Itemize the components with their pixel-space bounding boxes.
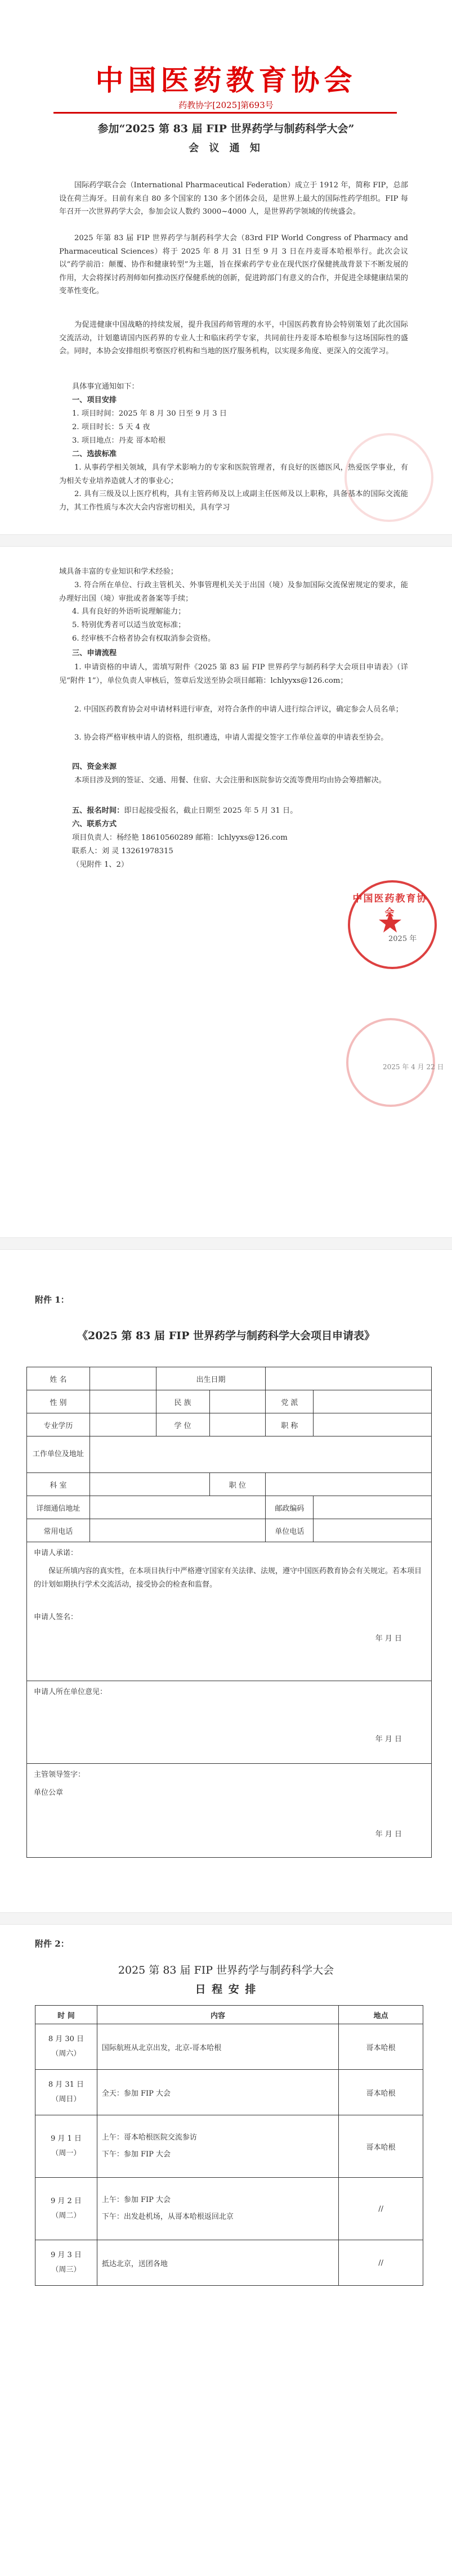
form-row (27, 1764, 432, 1858)
field-name[interactable] (89, 1367, 156, 1390)
s1-item-1: 1. 项目时间：2025 年 8 月 30 日至 9 月 3 日 (72, 409, 227, 418)
s1-item-2: 2. 项目时长：5 天 4 夜 (72, 423, 150, 431)
schedule-content: 上午：参加 FIP 大会 (101, 2196, 171, 2204)
schedule-date: 9 月 1 日 (50, 2134, 82, 2143)
schedule-date: 9 月 3 日 (50, 2251, 82, 2259)
field-unit-phone[interactable] (314, 1519, 432, 1542)
schedule-title: 2025 第 83 届 FIP 世界药学与制药科学大会 (118, 1964, 334, 1976)
pledge-title: 申请人承诺： (34, 1549, 78, 1557)
schedule-place: 哥本哈根 (339, 2115, 423, 2178)
schedule-content: 国际航班从北京出发，北京-哥本哈根 (97, 2024, 338, 2070)
schedule-content: 抵达北京，送团各地 (97, 2240, 338, 2286)
unit-seal-label: 单位公章 (34, 1789, 64, 1797)
schedule-row (35, 2070, 423, 2115)
attachment-1-title: 《2025 第 83 届 FIP 世界药学与制药科学大会项目申请表》 (77, 1330, 375, 1342)
unit-opinion-date: 年 月 日 (375, 1735, 402, 1744)
field-department[interactable] (89, 1473, 209, 1496)
label-post: 职 位 (209, 1473, 266, 1496)
label-gender: 性 别 (27, 1390, 90, 1413)
attachment-1-label: 附件 1： (35, 1295, 69, 1305)
label-department: 科 室 (27, 1473, 90, 1496)
intro-paragraph-1: 国际药学联合会（International Pharmaceutical Federation）成立于 1912 年，简称 FIP，总部设在荷兰海牙。目前有来自 80 多个国家的 130 多个团体会员，是世界上最大的国际性药学组织。FIP 每年召开一次世界药学大会，参加会议人数约 3000~4000 人，是世界药学领域的传统盛会。 (59, 181, 408, 216)
schedule-date-cell (35, 2070, 97, 2115)
schedule-place: // (339, 2178, 423, 2240)
s2-item-4: 4. 具有良好的外语听说理解能力； (72, 607, 186, 616)
s3-item-1: 1. 申请资格的申请人，需填写附件《2025 第 83 届 FIP 世界药学与制药科学大会项目申请表》（详见“附件 1”），单位负责人审核后，签章后发送至协会项目邮箱：lchlyyxs@126.com； (59, 663, 408, 685)
label-party: 党 派 (266, 1390, 314, 1413)
schedule-place: // (339, 2240, 423, 2286)
field-birth-date[interactable] (266, 1367, 432, 1390)
schedule-date-cell (35, 2240, 97, 2286)
header-time: 时 间 (35, 2006, 97, 2024)
section-3-title: 三、申请流程 (72, 649, 117, 657)
label-birth-date: 出生日期 (156, 1367, 266, 1390)
form-row (27, 1390, 432, 1413)
page-break (0, 534, 452, 547)
schedule-table (35, 2005, 423, 2286)
schedule-subtitle: 日 程 安 排 (195, 1983, 257, 1996)
schedule-weekday: （周二） (51, 2212, 81, 2220)
label-employer: 工作单位及地址 (27, 1436, 90, 1473)
label-name: 姓 名 (27, 1367, 90, 1390)
label-ethnicity: 民 族 (156, 1390, 209, 1413)
schedule-weekday: （周一） (51, 2149, 81, 2158)
schedule-weekday: （周六） (51, 2050, 81, 2058)
s2-item-1: 1. 从事药学相关领域，具有学术影响力的专家和医院管理者，有良好的医德医风，热爱医学事业，有为相关专业培养造就人才的事业心； (59, 463, 408, 485)
schedule-content-cell (97, 2115, 338, 2178)
section-5 (72, 804, 410, 818)
s3-item-2: 2. 中国医药教育协会对申请材料进行审查，对符合条件的申请人进行综合评议，确定参会人员名单； (74, 705, 403, 714)
schedule-place: 哥本哈根 (339, 2070, 423, 2115)
signature-date-partial: 2025 年 (388, 935, 417, 943)
form-row (27, 1542, 432, 1681)
application-form-table (26, 1367, 432, 1858)
attachment-2-label: 附件 2： (35, 1939, 69, 1949)
schedule-header-row (35, 2006, 423, 2024)
header-red-rule (53, 112, 397, 114)
section-1-title: 一、项目安排 (72, 396, 117, 404)
s2-item-6: 6. 经审核不合格者协会有权取消参会资格。 (72, 634, 216, 643)
field-education[interactable] (89, 1413, 156, 1436)
label-postcode: 邮政编码 (266, 1496, 314, 1519)
authority-cell[interactable] (27, 1764, 432, 1858)
label-unit-phone: 单位电话 (266, 1519, 314, 1542)
section-4-title: 四、资金来源 (72, 763, 117, 771)
schedule-row (35, 2115, 423, 2178)
field-address[interactable] (89, 1496, 266, 1519)
field-postcode[interactable] (314, 1496, 432, 1519)
form-row (27, 1413, 432, 1436)
section-2-title: 二、选拔标准 (72, 450, 117, 458)
s5-body: 即日起接受报名，截止日期至 2025 年 5 月 31 日。 (124, 807, 298, 815)
attachments-note: （见附件 1、2） (72, 861, 129, 869)
header-place: 地点 (339, 2006, 423, 2024)
field-ethnicity[interactable] (209, 1390, 266, 1413)
schedule-content: 下午：参加 FIP 大会 (101, 2150, 171, 2159)
s2-item-5: 5. 特别优秀者可以适当放宽标准； (72, 621, 186, 629)
schedule-weekday: （周三） (51, 2266, 81, 2274)
org-header-title: 中国医药教育协会 (95, 64, 357, 97)
unit-opinion-cell[interactable] (27, 1681, 432, 1764)
s2-item-2-partial: 2. 具有三级及以上医疗机构，具有主管药师及以上或副主任医师及以上职称，具备基本的国际交流能力，其工作性质与本次大会内容密切相关，具有学习 (59, 490, 408, 512)
page-break (0, 1912, 452, 1925)
notice-subtitle: 会 议 通 知 (189, 142, 263, 154)
official-seal (348, 880, 437, 969)
form-row (27, 1681, 432, 1764)
pledge-cell (27, 1542, 432, 1681)
s4-body: 本项目涉及到的签证、交通、用餐、住宿、大会注册和医院参访交流等费用均由协会筹措解决。 (74, 776, 386, 785)
s1-item-3: 3. 项目地点：丹麦 哥本哈根 (72, 436, 166, 445)
field-party[interactable] (314, 1390, 432, 1413)
field-post[interactable] (266, 1473, 432, 1496)
header-content: 内容 (97, 2006, 338, 2024)
schedule-row (35, 2178, 423, 2240)
notice-title: 参加“2025 第 83 届 FIP 世界药学与制药科学大会” (97, 123, 355, 135)
schedule-place: 哥本哈根 (339, 2024, 423, 2070)
s2-item-2-continued: 域具备丰富的专业知识和学术经验； (59, 568, 178, 576)
label-title: 职 称 (266, 1413, 314, 1436)
contact-line-2: 联系人：刘 灵 13261978315 (72, 847, 173, 855)
authority-date: 年 月 日 (375, 1830, 402, 1839)
schedule-content: 全天：参加 FIP 大会 (97, 2070, 338, 2115)
field-gender[interactable] (89, 1390, 156, 1413)
schedule-content: 下午：出发赴机场，从哥本哈根返回北京 (101, 2213, 234, 2221)
intro-paragraph-2: 2025 年第 83 届 FIP 世界药学与制药科学大会（83rd FIP World Congress of Pharmacy and Pharmaceutical Sciences）将于 2025 年 8 月 31 日至 9 月 3 日在丹麦哥本哈根举行。此次会议以“药学前沿：颠覆、协作和健康转型”为主题，旨在探索药学专业在现代医疗保健挑战背景下不断发展的作用，大会将探讨药剂师如何推动医疗保健系统的创新，促进跨部门有意义的合作，并促进全球健康结果的变革性变化。 (59, 234, 408, 295)
form-row (27, 1436, 432, 1473)
schedule-date-cell (35, 2115, 97, 2178)
page-break (0, 1237, 452, 1250)
field-phone[interactable] (89, 1519, 266, 1542)
schedule-date: 8 月 30 日 (48, 2035, 84, 2043)
schedule-date: 9 月 2 日 (50, 2197, 82, 2205)
signature-date-ghost: 2025 年 4 月 22 日 (383, 1063, 444, 1071)
s3-item-3: 3. 协会将严格审核申请人的资格，组织遴选，申请人需提交签字工作单位盖章的申请表至协会。 (74, 733, 388, 742)
label-degree: 学 位 (156, 1413, 209, 1436)
seal-text: 中国医药教育协会 (352, 893, 428, 918)
form-row (27, 1496, 432, 1519)
s2-item-3: 3. 符合所在单位、行政主管机关、外事管理机关关于出国（境）及参加国际交流保密规定的要求，能办理好出国（境）审批或者备案等手续； (59, 581, 408, 603)
form-row (27, 1519, 432, 1542)
schedule-content-cell (97, 2178, 338, 2240)
authority-sign-label: 主管领导签字： (34, 1771, 86, 1779)
schedule-row (35, 2240, 423, 2286)
pledge-body: 保证所填内容的真实性，在本项目执行中严格遵守国家有关法律、法规，遵守中国医药教育协会有关规定。若本项目的计划如期执行学术交流活动，接受协会的检查和监督。 (34, 1567, 422, 1589)
contact-line-1: 项目负责人：杨经艳 18610560289 邮箱：lchlyyxs@126.com (72, 834, 288, 842)
field-title[interactable] (314, 1413, 432, 1436)
label-education: 专业学历 (27, 1413, 90, 1436)
unit-opinion-label: 申请人所在单位意见： (34, 1688, 108, 1696)
schedule-date-cell (35, 2178, 97, 2240)
applicant-sign-date: 年 月 日 (375, 1634, 402, 1643)
schedule-row (35, 2024, 423, 2070)
arrangement-intro: 具体事宜通知如下： (72, 382, 139, 391)
section-5-title: 五、报名时间： (72, 807, 124, 815)
schedule-date: 8 月 31 日 (48, 2080, 84, 2089)
applicant-sign-label: 申请人签名： (34, 1613, 78, 1622)
document-number: 药教协字[2025]第693号 (178, 100, 274, 110)
section-6-title: 六、联系方式 (72, 820, 117, 828)
field-degree[interactable] (209, 1413, 266, 1436)
schedule-date-cell (35, 2024, 97, 2070)
schedule-weekday: （周日） (51, 2095, 81, 2104)
label-phone: 常用电话 (27, 1519, 90, 1542)
schedule-content: 上午：哥本哈根医院交流参访 (101, 2133, 197, 2142)
form-row (27, 1473, 432, 1496)
faint-seal-page1 (344, 433, 433, 522)
field-employer[interactable] (89, 1436, 431, 1473)
form-row (27, 1367, 432, 1390)
intro-paragraph-3: 为促进健康中国战略的持续发展，提升我国药师管理的水平，中国医药教育协会特别策划了此次国际交流活动，计划邀请国内医药界的专业人士和临床药学专家，共同前往丹麦哥本哈根参与这场国际性的盛会。同时，本协会安排组织考察医疗机构和当地的医疗服务机构，以实现多角度、更深入的交流学习。 (59, 321, 408, 355)
label-address: 详细通信地址 (27, 1496, 90, 1519)
